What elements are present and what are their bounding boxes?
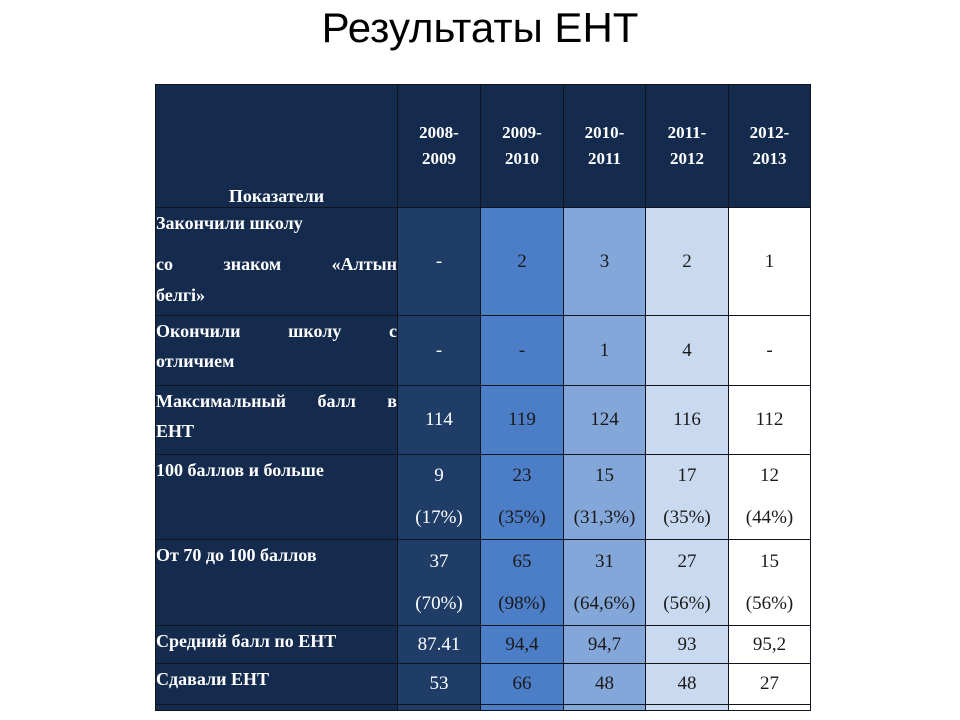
- label-line: 100 баллов и больше: [156, 460, 324, 480]
- table-row-100-ballov: [156, 455, 811, 540]
- header-cell-year-2011-2012: [646, 85, 729, 208]
- value-percent: (35%): [663, 507, 711, 528]
- value-cell: [646, 540, 729, 626]
- value-cell: 114: [398, 386, 481, 455]
- cutoff-cell: [481, 705, 564, 711]
- year-line: 2011-: [667, 123, 707, 142]
- value-cell: [646, 455, 729, 540]
- cutoff-cell: [564, 705, 646, 711]
- value-cell: [398, 455, 481, 540]
- value-percent: (35%): [498, 507, 546, 528]
- value-percent: (31,3%): [573, 507, 636, 528]
- value-cell: 2: [481, 208, 564, 316]
- value-cell: 93: [646, 626, 729, 664]
- label-line: Закончили школу: [156, 213, 303, 233]
- table-row-sdavali-ent: [156, 664, 811, 705]
- value-count: 65: [512, 550, 532, 572]
- table-row-altyn-belgi: [156, 208, 811, 316]
- cutoff-cell: [729, 705, 811, 711]
- value-percent: (64,6%): [573, 592, 636, 614]
- value-cell: 27: [729, 664, 811, 705]
- year-line: 2009: [422, 149, 456, 168]
- value-cell: 48: [646, 664, 729, 705]
- year-line: 2009-: [502, 123, 542, 142]
- value-percent: (98%): [498, 592, 546, 614]
- value-cell: 119: [481, 386, 564, 455]
- table-row-s-otlichiem: [156, 316, 811, 386]
- value-count: 9: [434, 465, 444, 486]
- value-cell: -: [398, 208, 481, 316]
- value-percent: (70%): [415, 592, 463, 614]
- value-cell: [729, 540, 811, 626]
- value-count: 23: [512, 465, 532, 486]
- cutoff-cell: [156, 705, 398, 711]
- value-cell: [481, 455, 564, 540]
- row-label-cell: [156, 208, 398, 316]
- value-percent: (56%): [745, 592, 794, 614]
- value-cell: 94,4: [481, 626, 564, 664]
- header-cell-year-2009-2010: [481, 85, 564, 208]
- value-cell: -: [729, 316, 811, 386]
- value-count: 31: [595, 550, 614, 572]
- label-line: Максимальный балл в: [156, 391, 397, 411]
- value-cell: 2: [646, 208, 729, 316]
- value-count: 27: [677, 550, 697, 572]
- value-count: 12: [760, 465, 779, 486]
- value-cell: [564, 540, 646, 626]
- ent-results-table: [155, 84, 811, 711]
- header-cell-indicators: Показатели: [156, 85, 398, 208]
- value-cell: 48: [564, 664, 646, 705]
- value-cell: 53: [398, 664, 481, 705]
- value-cell: [564, 455, 646, 540]
- header-cell-year-2008-2009: [398, 85, 481, 208]
- value-cell: 1: [729, 208, 811, 316]
- label-line: От 70 до 100 баллов: [156, 545, 317, 565]
- value-percent: (56%): [663, 592, 711, 614]
- table-row-max-ball: [156, 386, 811, 455]
- value-cell: 66: [481, 664, 564, 705]
- value-percent: (17%): [415, 507, 463, 528]
- row-label-cell: [156, 664, 398, 705]
- header-cell-year-2010-2011: [564, 85, 646, 208]
- value-cell: -: [481, 316, 564, 386]
- row-label-cell: [156, 455, 398, 540]
- value-cell: [729, 455, 811, 540]
- year-line: 2010: [505, 149, 539, 168]
- table-row-ot-70-do-100: [156, 540, 811, 626]
- row-label-cell: [156, 386, 398, 455]
- value-cell: 3: [564, 208, 646, 316]
- value-cell: 1: [564, 316, 646, 386]
- value-cell: 116: [646, 386, 729, 455]
- label-line: Средний балл по ЕНТ: [156, 631, 337, 651]
- year-line: 2012: [670, 149, 704, 168]
- value-cell: -: [398, 316, 481, 386]
- cutoff-cell: [398, 705, 481, 711]
- row-label-cell: [156, 540, 398, 626]
- table-row-sredniy-ball: [156, 626, 811, 664]
- value-cell: 4: [646, 316, 729, 386]
- value-cell: [481, 540, 564, 626]
- value-cell: 94,7: [564, 626, 646, 664]
- value-cell: 87.41: [398, 626, 481, 664]
- value-percent: (44%): [745, 507, 794, 528]
- value-cell: 112: [729, 386, 811, 455]
- row-label-cell: [156, 316, 398, 386]
- value-cell: [398, 540, 481, 626]
- year-line: 2010-: [584, 123, 625, 142]
- table-header-row: [156, 85, 811, 208]
- year-line: 2011: [587, 149, 622, 168]
- year-line: 2012-: [749, 123, 790, 142]
- label-line: белгі»: [156, 285, 206, 305]
- value-count: 15: [595, 465, 614, 486]
- label-line: Сдавали ЕНТ: [156, 669, 269, 689]
- label-line: ЕНТ: [156, 421, 195, 441]
- value-count: 15: [760, 550, 779, 572]
- year-line: 2013: [752, 149, 787, 168]
- value-cell: 95,2: [729, 626, 811, 664]
- label-line: со знаком «Алтын: [156, 254, 397, 274]
- value-count: 37: [429, 550, 449, 572]
- slide-title: Результаты ЕНТ: [321, 4, 639, 51]
- cutoff-cell: [646, 705, 729, 711]
- year-line: 2008-: [419, 123, 459, 142]
- value-cell: 124: [564, 386, 646, 455]
- label-line: Окончили школу с: [156, 321, 397, 341]
- value-count: 17: [677, 465, 697, 486]
- table-row-cutoff: [156, 705, 811, 711]
- label-line: отличием: [156, 351, 235, 371]
- row-label-cell: [156, 626, 398, 664]
- header-cell-year-2012-2013: [729, 85, 811, 208]
